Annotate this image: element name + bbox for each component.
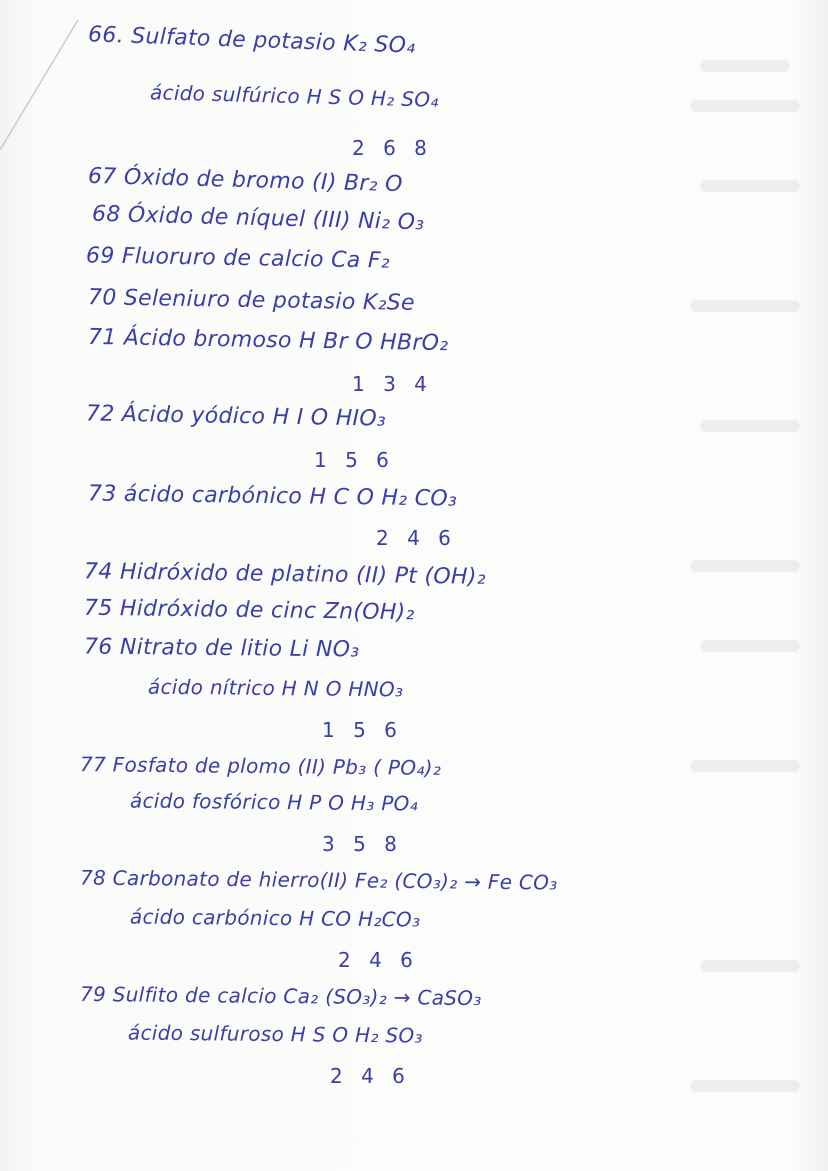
line-72-numbers: 1 5 6 xyxy=(314,448,395,472)
line-71-numbers: 1 3 4 xyxy=(352,372,433,396)
line-68: 68 Óxido de níquel (III) Ni₂ O₃ xyxy=(91,201,425,236)
line-76-acid: ácido nítrico H N O HNO₃ xyxy=(147,674,404,702)
line-76: 76 Nitrato de litio Li NO₃ xyxy=(83,634,360,663)
line-77-numbers: 3 5 8 xyxy=(322,832,403,856)
line-78: 78 Carbonato de hierro(II) Fe₂ (CO₃)₂ → Fe CO₃ xyxy=(79,865,558,895)
line-79: 79 Sulfito de calcio Ca₂ (SO₃)₂ → CaSO₃ xyxy=(79,981,482,1011)
line-74: 74 Hidróxido de platino (II) Pt (OH)₂ xyxy=(83,559,486,590)
line-79-numbers: 2 4 6 xyxy=(330,1064,411,1088)
line-77-acid: ácido fosfórico H P O H₃ PO₄ xyxy=(129,788,419,816)
line-70: 70 Seleniuro de potasio K₂Se xyxy=(87,285,416,316)
line-78-numbers: 2 4 6 xyxy=(338,948,419,972)
line-77: 77 Fosfato de plomo (II) Pb₃ ( PO₄)₂ xyxy=(79,752,442,780)
line-66-acid: ácido sulfúrico H S O H₂ SO₄ xyxy=(149,80,439,112)
line-76-numbers: 1 5 6 xyxy=(322,718,403,742)
line-79-acid: ácido sulfuroso H S O H₂ SO₃ xyxy=(127,1020,423,1048)
line-66-numbers: 2 6 8 xyxy=(352,136,433,160)
line-71: 71 Ácido bromoso H Br O HBrO₂ xyxy=(87,324,449,357)
line-69: 69 Fluoruro de calcio Ca F₂ xyxy=(85,243,391,274)
line-67: 67 Óxido de bromo (I) Br₂ O xyxy=(87,163,403,198)
line-78-acid: ácido carbónico H CO H₂CO₃ xyxy=(129,904,421,932)
line-72: 72 Ácido yódico H I O HIO₃ xyxy=(85,401,387,432)
line-73: 73 ácido carbónico H C O H₂ CO₃ xyxy=(87,481,458,512)
line-73-numbers: 2 4 6 xyxy=(376,526,457,550)
line-75: 75 Hidróxido de cinc Zn(OH)₂ xyxy=(83,595,415,626)
line-66-name: 66. Sulfato de potasio K₂ SO₄ xyxy=(87,22,416,59)
